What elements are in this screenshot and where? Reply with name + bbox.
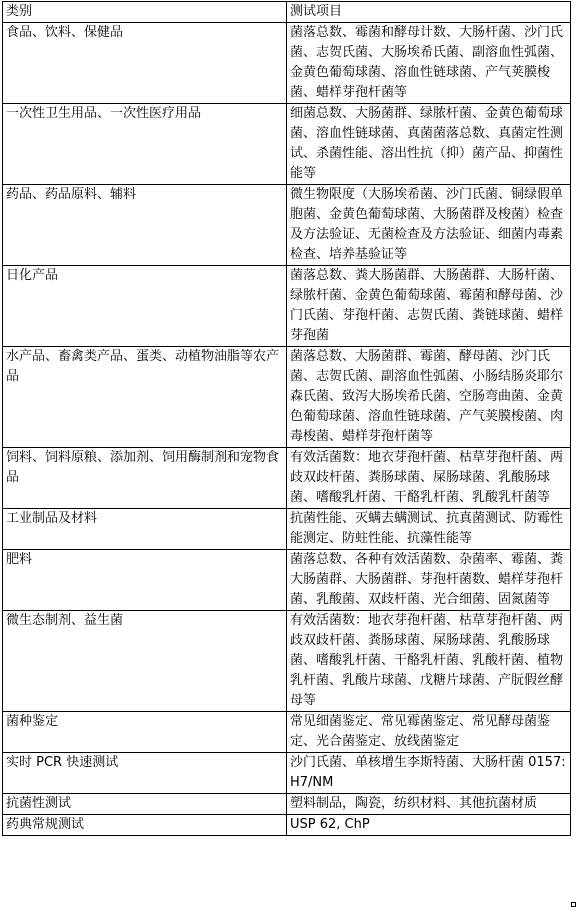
category-cell: 水产品、畜禽类产品、蛋类、动植物油脂等农产品 — [3, 347, 287, 448]
header-category: 类别 — [3, 2, 287, 23]
category-cell: 药典常规测试 — [3, 815, 287, 836]
table-row — [3, 23, 571, 104]
test-items-cell: 抗菌性能、灭螨去螨测试、抗真菌测试、防霉性能测定、防蛀性能、抗藻性能等 — [287, 509, 571, 550]
table-header-row — [3, 2, 571, 23]
test-items-cell: 沙门氏菌、单核增生李斯特菌、大肠杆菌 0157:H7/NM — [287, 753, 571, 794]
test-items-cell: 微生物限度（大肠埃希菌、沙门氏菌、铜绿假单胞菌、金黄色葡萄球菌、大肠菌群及梭菌）检查及方法验证、无菌检查及方法验证、细菌内毒素检查、培养基验证等 — [287, 185, 571, 266]
test-items-table — [2, 1, 571, 836]
test-items-cell: 菌落总数、粪大肠菌群、大肠菌群、大肠杆菌、绿脓杆菌、金黄色葡萄球菌、霉菌和酵母菌、沙门氏菌、芽孢杆菌、志贺氏菌、粪链球菌、蜡样芽孢菌 — [287, 266, 571, 347]
table-row — [3, 347, 571, 448]
test-items-cell: 有效活菌数：地衣芽孢杆菌、枯草芽孢杆菌、两歧双歧杆菌、粪肠球菌、屎肠球菌、乳酸肠球菌、嗜酸乳杆菌、干酪乳杆菌、乳酸杆菌、植物乳杆菌、乳酸片球菌、戊糖片球菌、产朊假丝酵母等 — [287, 611, 571, 712]
table-row — [3, 794, 571, 815]
category-cell: 菌种鉴定 — [3, 712, 287, 753]
table-row — [3, 550, 571, 611]
category-cell: 工业制品及材料 — [3, 509, 287, 550]
table-row — [3, 753, 571, 794]
test-items-cell: 菌落总数、大肠菌群、霉菌、酵母菌、沙门氏菌、志贺氏菌、副溶血性弧菌、小肠结肠炎耶尔森氏菌、致泻大肠埃希氏菌、空肠弯曲菌、金黄色葡萄球菌、溶血性链球菌、产气荚膜梭菌、肉毒梭菌、蜡样芽孢杆菌等 — [287, 347, 571, 448]
category-cell: 一次性卫生用品、一次性医疗用品 — [3, 104, 287, 185]
table-end-marker — [571, 902, 576, 907]
category-cell: 饲料、饲料原粮、添加剂、饲用酶制剂和宠物食品 — [3, 448, 287, 509]
category-cell: 实时 PCR 快速测试 — [3, 753, 287, 794]
table-row — [3, 611, 571, 712]
category-cell: 微生态制剂、益生菌 — [3, 611, 287, 712]
category-cell: 药品、药品原料、辅料 — [3, 185, 287, 266]
test-items-cell: 菌落总数、霉菌和酵母计数、大肠杆菌、沙门氏菌、志贺氏菌、大肠埃希氏菌、副溶血性弧菌、金黄色葡萄球菌、溶血性链球菌、产气荚膜梭菌、蜡样芽孢杆菌等 — [287, 23, 571, 104]
table-row — [3, 448, 571, 509]
test-items-cell: 有效活菌数：地衣芽孢杆菌、枯草芽孢杆菌、两歧双歧杆菌、粪肠球菌、屎肠球菌、乳酸肠球菌、嗜酸乳杆菌、干酪乳杆菌、乳酸乳杆菌等 — [287, 448, 571, 509]
table-row — [3, 712, 571, 753]
table-row — [3, 815, 571, 836]
category-cell: 肥料 — [3, 550, 287, 611]
test-items-cell: USP 62, ChP — [287, 815, 571, 836]
table-row — [3, 185, 571, 266]
table-row — [3, 266, 571, 347]
table-row — [3, 104, 571, 185]
table-row — [3, 509, 571, 550]
test-items-cell: 细菌总数、大肠菌群、绿脓杆菌、金黄色葡萄球菌、溶血性链球菌、真菌菌落总数、真菌定性测试、杀菌性能、溶出性抗（抑）菌产品、抑菌性能等 — [287, 104, 571, 185]
test-items-cell: 塑料制品，陶瓷，纺织材料、其他抗菌材质 — [287, 794, 571, 815]
category-cell: 日化产品 — [3, 266, 287, 347]
header-test-items: 测试项目 — [287, 2, 571, 23]
test-items-cell: 常见细菌鉴定、常见霉菌鉴定、常见酵母菌鉴定、光合菌鉴定、放线菌鉴定 — [287, 712, 571, 753]
category-cell: 食品、饮料、保健品 — [3, 23, 287, 104]
test-items-cell: 菌落总数、各种有效活菌数、杂菌率、霉菌、粪大肠菌群、大肠菌群、芽孢杆菌数、蜡样芽孢杆菌、乳酸菌、双歧杆菌、光合细菌、固氮菌等 — [287, 550, 571, 611]
category-cell: 抗菌性测试 — [3, 794, 287, 815]
